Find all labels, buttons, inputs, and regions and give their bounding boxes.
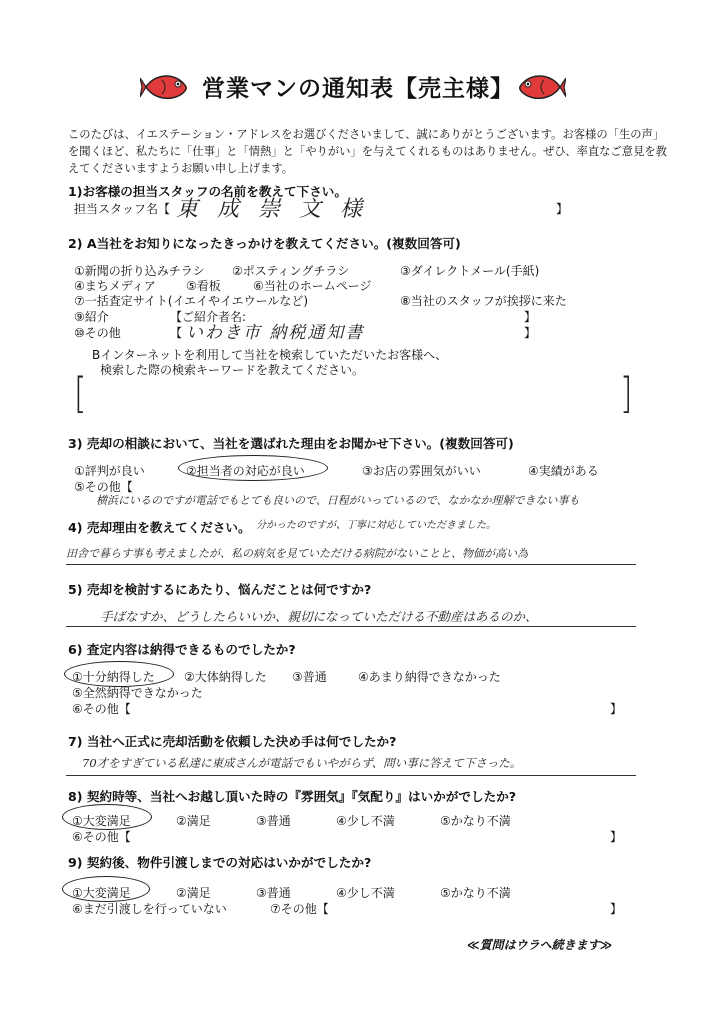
- q3-option-1: ①評判が良い: [74, 464, 145, 478]
- q8-option-1-circle: [62, 804, 152, 830]
- q6-option-2: ②大体納得した: [184, 670, 267, 684]
- q2-other-answer: いわき市 納税通知書: [186, 323, 365, 343]
- q8-question: 8) 契約時等、当社へお越し頂いた時の『雰囲気』『気配り』はいかがでしたか?: [68, 789, 517, 804]
- q2-option-6: ⑥当社のホームページ: [253, 279, 372, 293]
- q6-option-3: ③普通: [292, 670, 327, 684]
- q9-option-2: ②満足: [176, 886, 211, 900]
- q8-option-1: ①大変満足: [72, 814, 131, 828]
- q7-question: 7) 当社へ正式に売却活動を依頼した決め手は何でしたか?: [68, 734, 397, 749]
- q2-b-question-line2: 検索した際の検索キーワードを教えてください。: [100, 363, 365, 377]
- q8-close-bracket: 】: [610, 830, 623, 844]
- q4-answer-line: [66, 564, 636, 565]
- q9-question: 9) 契約後、物件引渡しまでの対応はいかがでしたか?: [68, 855, 372, 870]
- q3-answer-line2: 分かったのですが、丁寧に対応していただきました。: [256, 520, 496, 531]
- q2-option-8: ⑧当社のスタッフが挨拶に来た: [400, 294, 567, 308]
- q1-staff-answer: 東 成 崇 文 様: [176, 197, 368, 222]
- q6-question: 6) 査定内容は納得できるものでしたか?: [68, 642, 296, 657]
- q9-close-bracket: 】: [610, 902, 623, 916]
- q2-other-open: 【: [170, 326, 183, 340]
- q6-close-bracket: 】: [610, 702, 623, 716]
- sea-bream-right-icon: [512, 70, 566, 104]
- q9-option-5: ⑤かなり不満: [440, 886, 511, 900]
- q8-option-2: ②満足: [176, 814, 211, 828]
- q3-option-2-circle: [178, 455, 328, 481]
- q6-option-4: ④あまり納得できなかった: [358, 670, 501, 684]
- q9-option-6: ⑥まだ引渡しを行っていない: [72, 902, 227, 916]
- q2-referrer-close: 】: [524, 310, 537, 324]
- q2-option-3: ③ダイレクトメール(手紙): [400, 264, 540, 278]
- q8-option-6: ⑥その他【: [72, 830, 131, 844]
- q1-close-bracket: 】: [556, 202, 569, 216]
- q2-option-2: ②ポスティングチラシ: [232, 264, 350, 278]
- q2-referrer-label: 【ご紹介者名:: [170, 310, 247, 324]
- q2-b-close-bracket: ]: [620, 368, 633, 418]
- q2-question: 2) A当社をお知りになったきっかけを教えてください。(複数回答可): [68, 236, 461, 251]
- q2-option-1: ①新聞の折り込みチラシ: [74, 264, 205, 278]
- q8-option-4: ④少し不満: [336, 814, 395, 828]
- sea-bream-left-icon: [140, 70, 194, 104]
- q2-option-4: ④まちメディア: [74, 279, 156, 293]
- q9-option-1-circle: [62, 876, 150, 902]
- q3-option-2: ②担当者の対応が良い: [186, 464, 305, 478]
- q1-staff-label: 担当スタッフ名【: [74, 202, 171, 216]
- q2-b-open-bracket: [: [74, 368, 87, 418]
- q3-option-3: ③お店の雰囲気がいい: [362, 464, 481, 478]
- q8-option-3: ③普通: [256, 814, 291, 828]
- q2-other-close: 】: [524, 326, 537, 340]
- q3-answer-line1: 横浜にいるのですが電話でもとても良いので、日程がいっているので、なかなか理解できない事も: [96, 494, 580, 507]
- q6-option-5: ⑤全然納得できなかった: [72, 686, 203, 700]
- q4-answer: 田舎で暮らす事も考えましたが、私の病気を見ていただける病院がないことと、物価が高い為: [66, 547, 528, 560]
- q3-question: 3) 売却の相談において、当社を選ばれた理由をお聞かせ下さい。(複数回答可): [68, 436, 514, 451]
- q6-option-6: ⑥その他【: [72, 702, 131, 716]
- continue-note: ≪質問はウラへ続きます≫: [467, 938, 613, 952]
- q8-option-5: ⑤かなり不満: [440, 814, 511, 828]
- q9-option-1: ①大変満足: [72, 886, 131, 900]
- intro-text: このたびは、イエステーション・アドレスをお選びくださいまして、誠にありがとうございます。お客様の「生の声」を聞くほど、私たちに「仕事」と「情熱」と「やりがい」を与えてくれるものはありません。ぜひ、率直なご意見を教えてくださいますようお願い申し上げます。: [68, 128, 667, 175]
- q1-question: 1)お客様の担当スタッフの名前を教えて下さい。: [68, 184, 347, 199]
- q2-option-9: ⑨紹介: [74, 310, 109, 324]
- q9-option-4: ④少し不満: [336, 886, 395, 900]
- q4-question: 4) 売却理由を教えてください。: [68, 520, 251, 535]
- q2-option-5: ⑤看板: [186, 279, 221, 293]
- q3-option-4: ④実績がある: [528, 464, 599, 478]
- q5-question: 5) 売却を検討するにあたり、悩んだことは何ですか?: [68, 582, 372, 597]
- q2-b-question-line1: Bインターネットを利用して当社を検索していただいたお客様へ、: [92, 348, 448, 362]
- q2-option-7: ⑦一括査定サイト(イエイやイエウールなど): [74, 294, 309, 308]
- q9-option-3: ③普通: [256, 886, 291, 900]
- q7-answer-line: [66, 775, 636, 776]
- q2-option-10: ⑩その他: [74, 326, 121, 340]
- q5-answer-line: [66, 626, 636, 627]
- q5-answer: 手ばなすか、どうしたらいいか、親切になっていただける不動産はあるのか、: [100, 609, 538, 624]
- page-title: 営業マンの通知表【売主様】: [202, 76, 514, 102]
- q6-option-1: ①十分納得した: [72, 670, 155, 684]
- q9-option-7: ⑦その他【: [270, 902, 329, 916]
- q3-option-5: ⑤その他【: [74, 480, 133, 494]
- q7-answer: 70才をすぎている私達に東成さんが電話でもいやがらず、問い事に答えて下さった。: [82, 756, 522, 770]
